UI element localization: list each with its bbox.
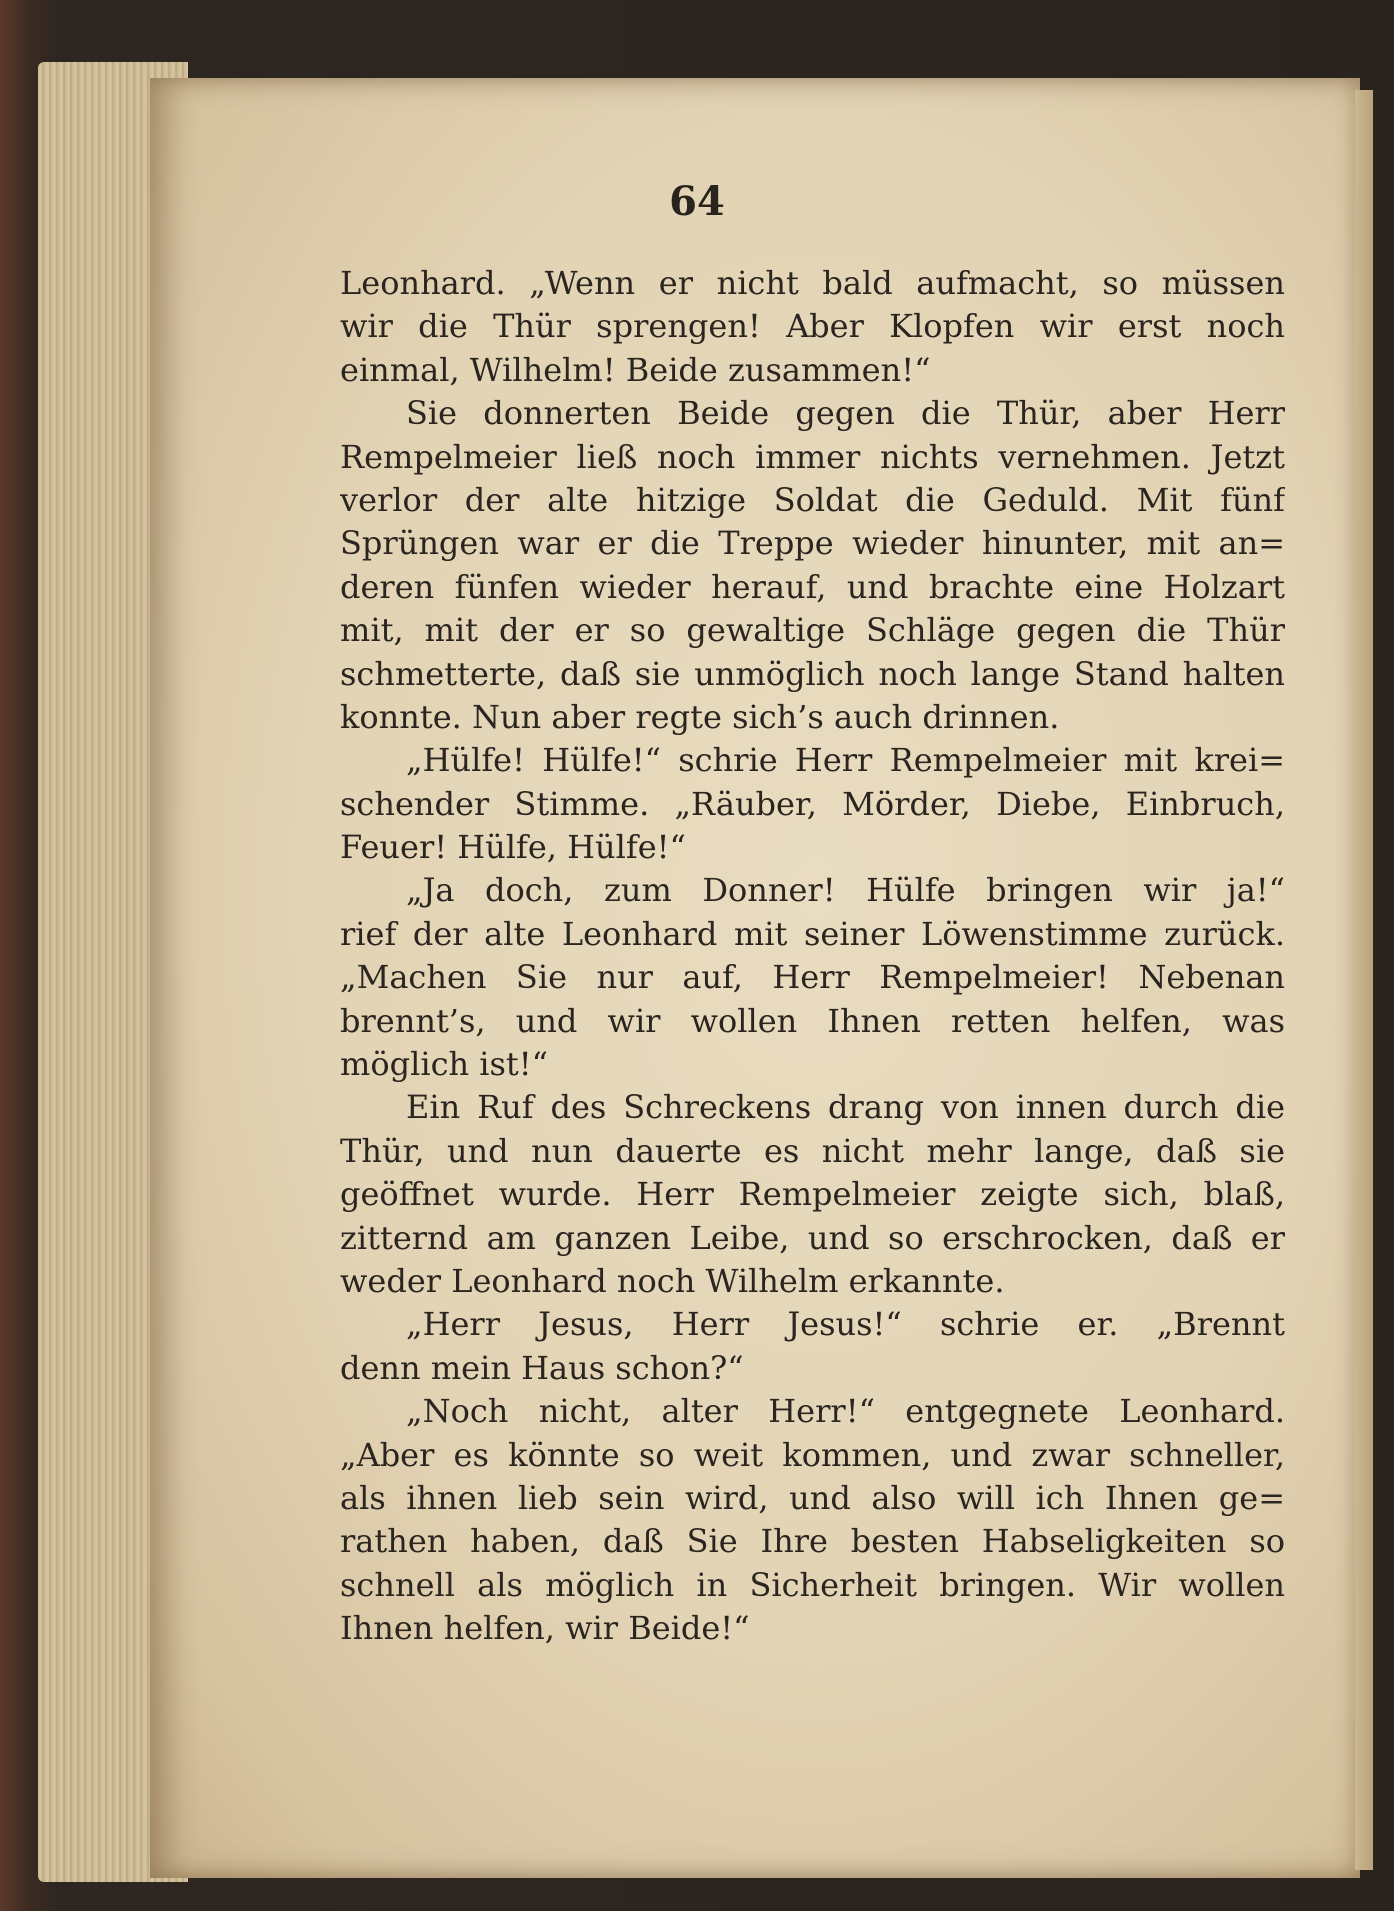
text-line: Sprüngen war er die Treppe wieder hinunter, mit an= <box>340 524 1285 563</box>
text-line: Leonhard. „Wenn er nicht bald aufmacht, so müssen <box>340 264 1285 302</box>
text-line: „Aber es könnte so weit kommen, und zwar schneller, <box>340 1435 1285 1474</box>
text-line: Feuer! Hülfe, Hülfe!“ <box>340 828 686 867</box>
text-line: Ein Ruf des Schreckens drang von innen durch die <box>406 1088 1285 1127</box>
text-line: schnell als möglich in Sicherheit bringen. Wir wollen <box>340 1565 1285 1604</box>
text-line: Rempelmeier ließ noch immer nichts vernehmen. Jetzt <box>340 437 1285 476</box>
text-line: Sie donnerten Beide gegen die Thür, aber Herr <box>406 394 1285 433</box>
text-line: geöffnet wurde. Herr Rempelmeier zeigte sich, blaß, <box>340 1175 1285 1214</box>
text-line: schender Stimme. „Räuber, Mörder, Diebe, Einbruch, <box>340 784 1285 823</box>
text-line: deren fünfen wieder herauf, und brachte eine Holzart <box>340 567 1285 606</box>
text-line: mit, mit der er so gewaltige Schläge gegen die Thür <box>340 611 1285 650</box>
text-line: „Machen Sie nur auf, Herr Rempelmeier! Nebenan <box>340 958 1285 997</box>
text-line: „Noch nicht, alter Herr!“ entgegnete Leonhard. <box>406 1392 1285 1431</box>
text-line: möglich ist!“ <box>340 1045 548 1084</box>
text-line: Thür, und nun dauerte es nicht mehr lange, daß sie <box>340 1131 1285 1170</box>
text-line: „Herr Jesus, Herr Jesus!“ schrie er. „Brennt <box>406 1305 1285 1344</box>
text-line: rathen haben, daß Sie Ihre besten Habseligkeiten so <box>340 1522 1285 1561</box>
text-line: denn mein Haus schon?“ <box>340 1348 744 1387</box>
text-line: als ihnen lieb sein wird, und also will ich Ihnen ge= <box>340 1478 1285 1517</box>
text-line: brennt’s, und wir wollen Ihnen retten helfen, was <box>340 1001 1285 1040</box>
text-line: wir die Thür sprengen! Aber Klopfen wir erst noch <box>340 307 1285 346</box>
text-line: zitternd am ganzen Leibe, und so erschrocken, daß er <box>340 1218 1285 1257</box>
text-line: verlor der alte hitzige Soldat die Geduld. Mit fünf <box>340 480 1285 519</box>
text-line: schmetterte, daß sie unmöglich noch lange Stand halten <box>340 654 1285 693</box>
page-number: 64 <box>669 178 725 225</box>
text-line: rief der alte Leonhard mit seiner Löwenstimme zurück. <box>340 914 1285 953</box>
page-text <box>340 262 1285 1651</box>
text-line: „Ja doch, zum Donner! Hülfe bringen wir ja!“ <box>406 871 1285 910</box>
text-line: Ihnen helfen, wir Beide!“ <box>340 1609 750 1648</box>
page-right-edge <box>1355 90 1373 1870</box>
text-line: einmal, Wilhelm! Beide zusammen!“ <box>340 350 931 389</box>
text-line: konnte. Nun aber regte sich’s auch drinnen. <box>340 697 1060 736</box>
text-line: „Hülfe! Hülfe!“ schrie Herr Rempelmeier mit krei= <box>406 741 1285 780</box>
text-line: weder Leonhard noch Wilhelm erkannte. <box>340 1261 1005 1300</box>
